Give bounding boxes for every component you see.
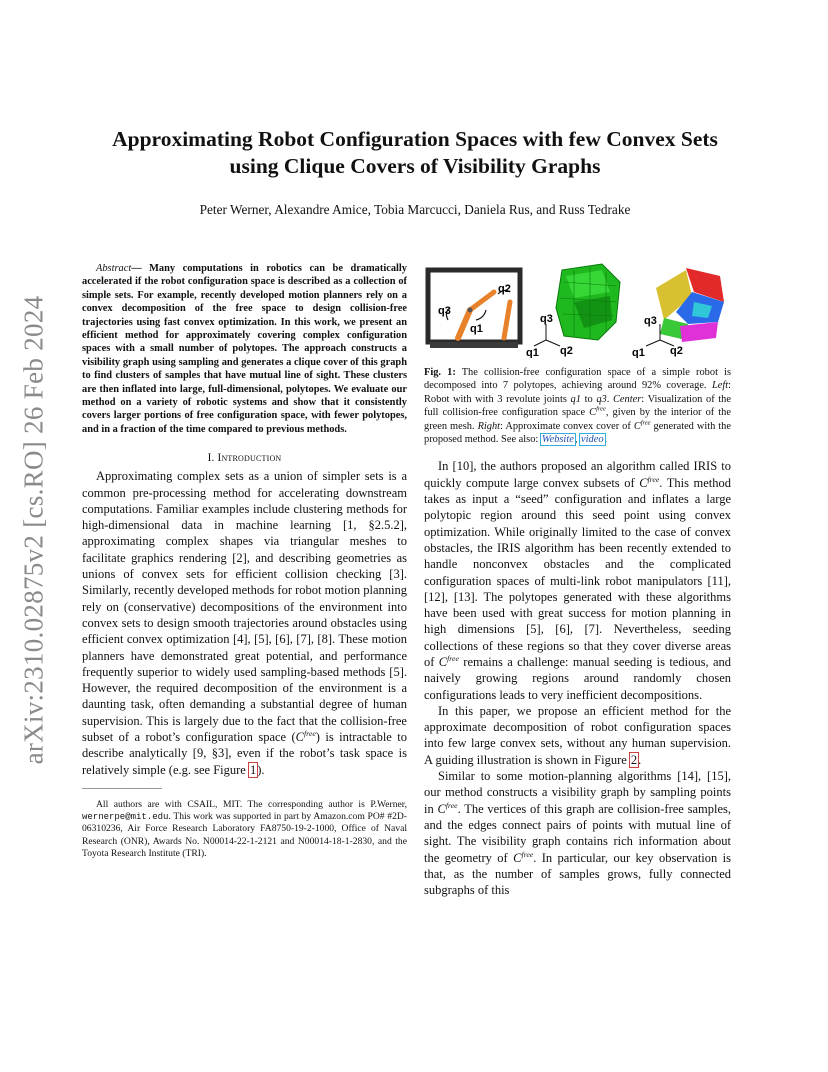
right-q1-label: q1 [632,347,645,358]
right-p1-text-c: remains a challenge: manual seeding is tedious, and naively growing regions around randomly chosen configurations leads to very inefficient decompositions. [424,655,731,702]
section-numeral: I. [207,452,215,465]
right-paragraph-1 [424,458,731,702]
left-column [82,262,407,860]
intro-text-a: Approximating complex sets as a union of simpler sets is a common pre-processing method for accelerating downstream computations. Familiar examples include clustering methods for high-dimensional data in machine learning [1, §2.5.2], approximating complex shapes via triangular meshes to facilitate graphics rendering [2], and describing geometries as unions of convex sets for efficient collision checking [3]. Similarly, recently developed methods for robot motion planning rely on (conservative) decompositions of the environment into convex sets to design smooth trajectories around obstacles using efficient convex optimization [4], [5], [6], [7], [8]. These motion planners have demonstrated great potential, and performance frequently superior to widely used sampling-based methods [5]. However, the required decomposition of the environment is a daunting task, often demanding a substantial degree of human supervision. This is largely due to the fact that the collision-free subset of a robot’s configuration space ( [82,469,407,745]
robot-link-2 [470,292,494,310]
left-q2-label: q2 [498,283,511,295]
arxiv-id: arXiv:2310.02875v2 [cs.RO] 26 Feb 2024 [18,295,49,765]
right-paragraph-3 [424,768,731,898]
caption-text-c: . [606,393,613,405]
footnote-text-a: All authors are with CSAIL, MIT. The corresponding author is P.Werner, [96,798,407,810]
caption-q3: q3 [596,393,607,405]
caption-text-b: : Robot with with 3 revolute joints [424,380,731,405]
title-line-2: using Clique Covers of Visibility Graphs [229,154,601,178]
caption-text-f: : Approximate convex cover of [500,420,634,432]
right-p2-text-b: . [638,752,642,767]
robot-link-1 [458,310,470,338]
video-link[interactable]: video [581,434,604,446]
cfree-symbol: $C^{free}$ [589,405,606,419]
figure-1-caption [424,366,731,446]
caption-q1: q1 [570,393,581,405]
cfree-symbol: $C^{free}$ [437,800,458,816]
cfree-mesh-panel [526,264,620,358]
section-heading-introduction [82,452,407,464]
caption-right: Right [477,420,501,432]
right-p3-text-a: Similar to some motion-planning algorithms [14], [15], our method constructs a visibility graph by sampling points in [424,769,731,816]
abstract [82,262,407,436]
right-q3-label: q3 [644,315,657,327]
right-p1-text-a: In [10], the authors proposed an algorithm called IRIS to quickly compute large convex subsets of [424,459,731,490]
figure-1-graphic [424,262,731,358]
caption-text-d: : Visualization of the full collision-free configuration space [424,393,731,419]
cfree-symbol: $C^{free}$ [639,474,660,490]
intro-paragraph-1 [82,468,407,778]
intro-text-b: ) is intractable to describe analytically [9, §3], even if the robot’s task space is relatively simple (e.g. see Figure [82,730,407,777]
footnote [82,799,407,860]
cfree-symbol: $C^{free}$ [295,728,316,745]
website-link[interactable]: Website [541,434,574,446]
arxiv-sidebar-stamp [14,290,54,770]
caption-text-a: The collision-free configuration space of a simple robot is decomposed into 7 polytopes, achieving around 92% coverage. [424,367,731,392]
abstract-label: Abstract [96,263,132,274]
right-p1-text-b: . This method takes as input a “seed” configuration and inflates a large polytopic region around this seed point using convex optimization. While originally limited to the case of convex obstacles, the IRIS algorithm has been recently extended to handle nonconvex obstacles and the complicated configuration spaces of multi-link robot manipulators [11], [12], [13]. The polytopes generated with these algorithms have been used with great success for motion planning in high dimensions [5], [6], [7]. Nevertheless, seeding collections of these regions so that they cover diverse areas of [424,475,731,669]
author-email[interactable]: wernerpe@mit.edu [82,812,169,823]
caption-center: Center [612,393,642,405]
right-p3-text-c: . In particular, our key observation is that, as the number of samples grows, fully connected subgraphs of this [424,850,732,898]
robot-link-3 [504,302,510,338]
caption-left: Left [711,380,729,392]
workspace-base [430,342,518,348]
right-q2-label: q2 [670,345,683,357]
center-q3-label: q3 [540,313,553,325]
figure-1-link[interactable]: 1 [249,762,257,777]
author-list: Peter Werner, Alexandre Amice, Tobia Marcucci, Daniela Rus, and Russ Tedrake [199,202,631,217]
right-paragraph-2 [424,703,731,768]
title-line-1: Approximating Robot Configuration Spaces with few Convex Sets [112,127,718,151]
robot-workspace-panel [428,270,520,348]
caption-sep: , [574,434,581,446]
right-column [424,262,731,898]
left-q3-label: q3 [438,305,451,317]
center-q2-label: q2 [560,345,573,357]
center-q1-label: q1 [526,347,539,358]
caption-text-e: , given by the interior of the green mesh. [424,407,731,432]
figure-1 [424,262,731,358]
section-title: Introduction [217,452,282,465]
intro-text-c: ). [257,762,265,777]
caption-text-g: generated with the proposed method. See also: [424,420,731,446]
paper-title [80,126,750,180]
caption-to: to [580,393,597,405]
left-q1-label: q1 [470,323,483,335]
convex-cover-panel [632,268,724,358]
cfree-symbol: $C^{free}$ [513,849,534,865]
right-p2-text-a: In this paper, we propose an efficient method for the approximate decomposition of robot configuration spaces into few large convex sets, without any human supervision. A guiding illustration is shown in Figure [424,703,731,767]
right-p3-text-b: . The vertices of this graph are collision-free samples, and the edges connect pairs of points with mutual line of sight. The visibility graph contains rich information about the geometry of [424,801,731,865]
abstract-text: — Many computations in robotics can be dramatically accelerated if the robot configuration space is described as a collection of simple sets. For example, recently developed motion planners rely on a convex decomposition of the free space to design collision-free trajectories using fast convex optimization. In this work, we present an efficient method for approximately covering complex configuration spaces with a small number of polytopes. The approach constructs a visibility graph using sampling and generates a clique cover of this graph to find clusters of samples that have mutual line of sight. These clusters are then inflated into large, full-dimensional, polytopes. We evaluate our method on a variety of robotic systems and show that it consistently covers larger portions of free configuration space, with fewer polytopes, and in a fraction of the time compared to previous methods. [82,263,407,435]
footnote-text-b: . This work was supported in part by Amazon.com PO# #2D-06310236, Air Force Research Laboratory FA8750-19-2-1000, Office of Naval Research (ONR), Awards No. N00014-22-1-2121 and N00014-18-1-2830, and the Toyota Research Institute (TRI). [82,811,407,859]
figure-2-link[interactable]: 2 [630,752,638,767]
caption-label: Fig. 1: [424,367,456,378]
cfree-symbol: $C^{free}$ [438,653,459,669]
footnote-rule [82,788,162,789]
caption-text-h: . [604,434,608,446]
cfree-symbol: $C^{free}$ [633,419,651,432]
